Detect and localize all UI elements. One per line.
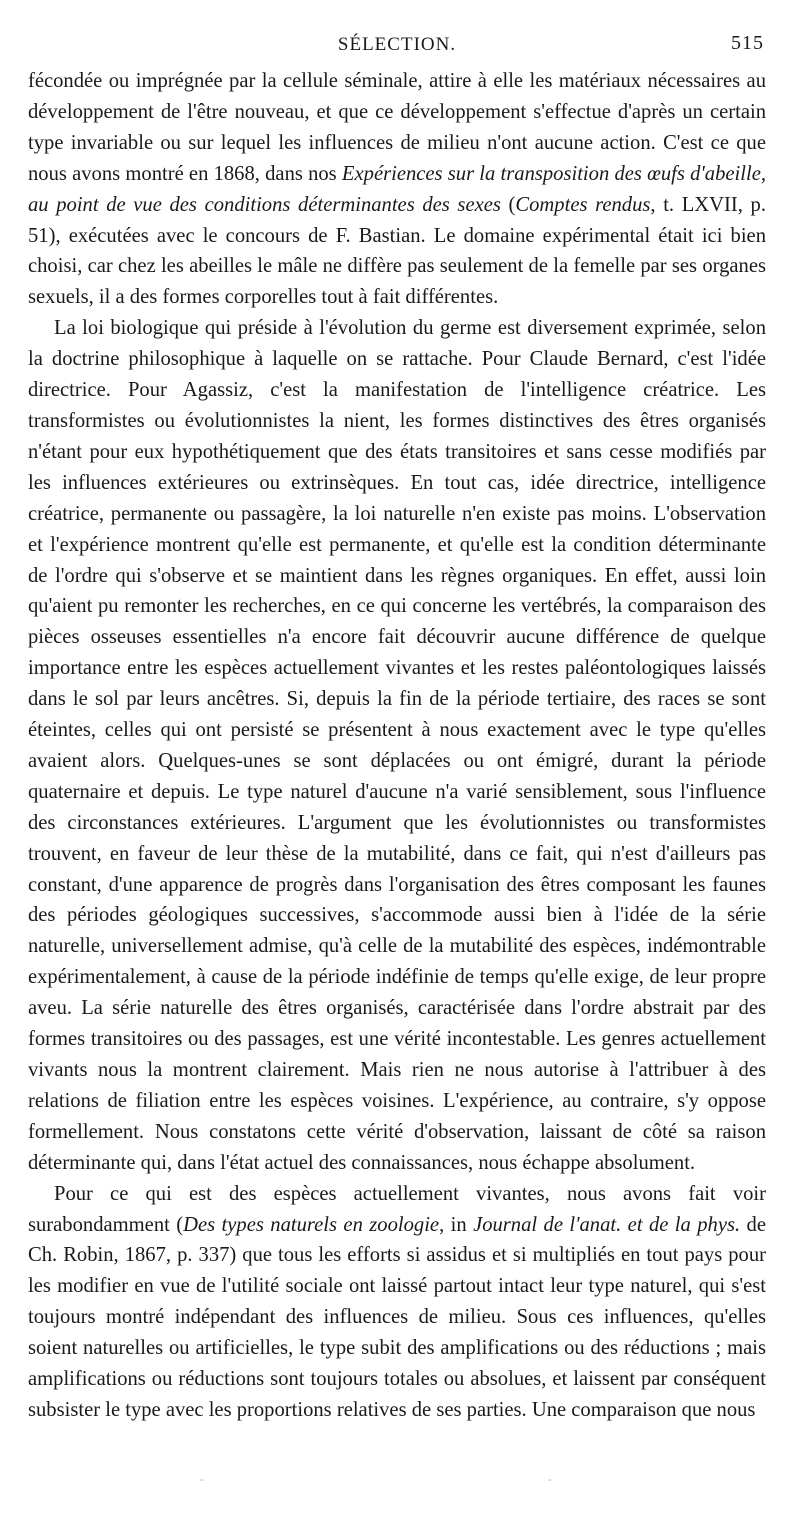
italic-title: Expériences sur la transposition des œufs d'abeille, au point de vue des conditions déterminantes des sexes: [28, 162, 766, 216]
running-title: SÉLECTION.: [337, 34, 457, 55]
paragraph-2: [28, 313, 766, 1178]
paragraph-1: [28, 66, 766, 313]
italic-title: Des types naturels en zoologie: [183, 1213, 440, 1236]
italic-title: Comptes rendus: [515, 193, 651, 216]
speck-mark: ¨: [548, 1478, 552, 1489]
book-page: [28, 26, 766, 1426]
running-head: [28, 26, 766, 60]
text-run: de Ch. Robin, 1867, p. 337) que tous les efforts si assidus et si multipliés en tout pays pour les modifier en vue de l'utilité sociale ont laissé partout intact leur type naturel, qui s'est toujours montré indépendant des influences de milieu. Sous ces influences, qu'elles soient naturelles ou artificielles, le type subit des amplifications ou des réductions ; mais amplifications ou réductions sont toujours totales ou absolues, et laissent par conséquent subsister le type avec les proportions relatives de ses parties. Une comparaison que nous: [28, 1213, 766, 1421]
italic-title: Journal de l'anat. et de la phys.: [473, 1213, 741, 1236]
page-number: 515: [731, 32, 764, 54]
text-run: (: [500, 193, 516, 216]
text-run: fécondée ou imprégnée par la cellule séminale, attire à elle les matériaux nécessaires au développement de l'être nouveau, et que ce développement s'effectue d'après un certain type invariable ou sur lequel les influences de milieu n'ont aucune action. C'est ce que nous avons montré en 1868, dans nos: [28, 70, 766, 185]
text-run: , in: [439, 1213, 474, 1236]
text-run: Pour ce qui est des espèces actuellement vivantes, nous avons fait voir surabondamment (: [28, 1182, 766, 1236]
page-speckles: [0, 1478, 800, 1488]
paragraph-3: [28, 1179, 766, 1426]
body-text: [28, 66, 766, 1426]
text-run: , t. LXVII, p. 51), exécutées avec le concours de F. Bastian. Le domaine expérimental était ici bien choisi, car chez les abeilles le mâle ne diffère pas seulement de la femelle par ses organes sexuels, il a des formes corporelles tout à fait différentes.: [28, 193, 766, 309]
text-run: La loi biologique qui préside à l'évolution du germe est diversement exprimée, selon la doctrine philosophique à laquelle on se rattache. Pour Claude Bernard, c'est l'idée directrice. Pour Agassiz, c'est la manifestation de l'intelligence créatrice. Les transformistes ou évolutionnistes la nient, les formes distinctives des êtres organisés n'étant pour eux hypothétiquement que des états transitoires et sans cesse modifiés par les influences extérieures ou extrinsèques. En tout cas, idée directrice, intelligence créatrice, permanente ou passagère, la loi naturelle n'en existe pas moins. L'observation et l'expérience montrent qu'elle est permanente, et qu'elle est la condition déterminante de l'ordre qui s'observe et se maintient dans les règnes organiques. En effet, aussi loin qu'aient pu remonter les recherches, en ce qui concerne les vertébrés, la comparaison des pièces osseuses essentielles n'a encore fait découvrir aucune différence de quelque importance entre les espèces actuellement vivantes et les restes paléontologiques laissés dans le sol par leurs ancêtres. Si, depuis la fin de la période tertiaire, des races se sont éteintes, celles qui ont persisté se présentent à nous exactement avec le type qu'elles avaient alors. Quelques-unes se sont déplacées ou ont émigré, durant la période quaternaire et depuis. Le type naturel d'aucune n'a varié sensiblement, sous l'influence des circonstances extérieures. L'argument que les évolutionnistes ou transformistes trouvent, en faveur de leur thèse de la mutabilité, dans ce fait, qui n'est d'ailleurs pas constant, d'une apparence de progrès dans l'organisation des êtres composant les faunes des périodes géologiques successives, s'accommode aussi bien à l'idée de la série naturelle, universellement admise, qu'à celle de la mutabilité des espèces, indémontrable expérimentalement, à cause de la période indéfinie de temps qu'elle exige, de leur propre aveu. La série naturelle des êtres organisés, caractérisée dans l'ordre abstrait par des formes transitoires ou des passages, est une vérité incontestable. Les genres actuellement vivants nous la montrent clairement. Mais rien ne nous autorise à l'attribuer à des relations de filiation entre les espèces voisines. L'expérience, au contraire, s'y oppose formellement. Nous constatons cette vérité d'observation, laissant de côté sa raison déterminante qui, dans l'état actuel des connaissances, nous échappe absolument.: [28, 317, 766, 1174]
speck-mark: ¨: [200, 1478, 204, 1489]
